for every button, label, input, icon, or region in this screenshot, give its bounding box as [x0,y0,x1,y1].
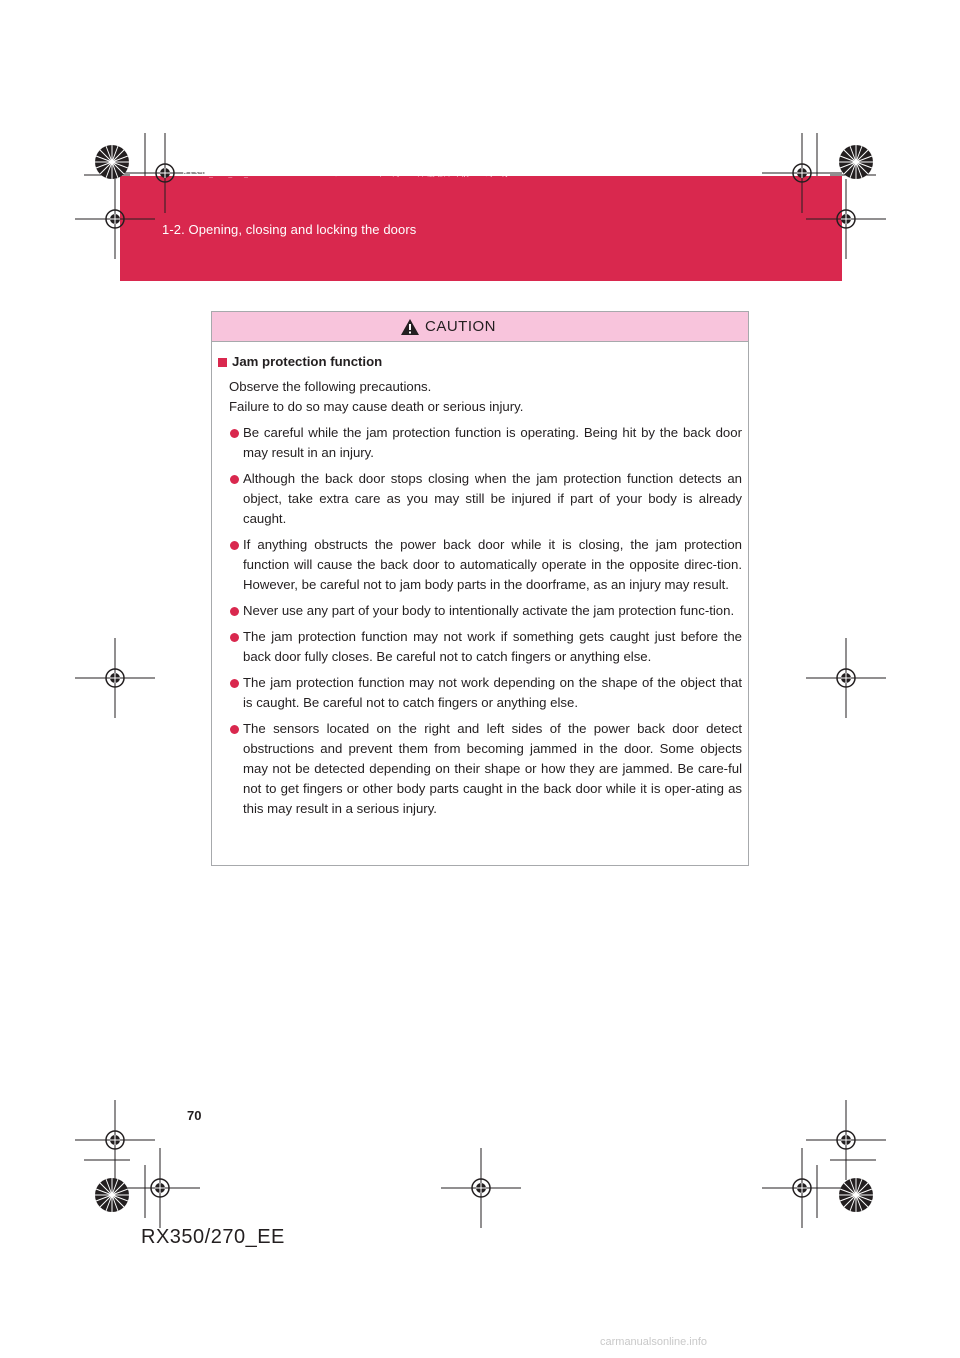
list-item [218,601,742,621]
bullet-icon [230,475,239,484]
bullet-icon [230,633,239,642]
watermark: carmanualsonline.info [600,1336,708,1348]
caution-heading: CAUTION [425,318,496,335]
subtitle-text: Jam protection function [232,354,383,369]
list-item [218,673,742,713]
list-item [218,423,742,463]
list-item-text: Never use any part of your body to intentionally activate the jam protection func-tion. [243,603,735,618]
bullet-icon [230,679,239,688]
caution-body [212,342,748,819]
model-code: RX350/270_EE [141,1226,285,1248]
caution-box [211,311,749,866]
list-item-text: Be careful while the jam protection function is operating. Being hit by the back door may result in an injury. [243,425,742,460]
list-item-text: The jam protection function may not work depending on the shape of the object that is caught. Be careful not to catch fingers or anything else. [243,675,742,710]
caution-subtitle [218,352,742,372]
list-item [218,535,742,595]
square-bullet-icon [218,358,227,367]
bullet-icon [230,429,239,438]
list-item [218,469,742,529]
list-item [218,719,742,819]
list-item-text: The sensors located on the right and left sides of the power back door detect obstructions and prevent them from becoming jammed in the door. Some objects may not be detected depending on their shape or how they are jammed. Be care-ful not to get fingers or other body parts caught in the back door while it is oper-ating as this may result in a serious injury. [243,721,742,816]
list-item-text: The jam protection function may not work if something gets caught just before the back door fully closes. Be careful not to catch fingers or anything else. [243,629,742,664]
intro-text [218,377,742,417]
bullet-icon [230,725,239,734]
warning-icon [400,318,420,336]
intro-line: Observe the following precautions. [229,379,432,394]
list-item-text: Although the back door stops closing when the jam protection function detects an object, take extra care as you may still be injured if part of your body is already caught. [243,471,742,526]
caution-header [212,312,748,342]
caution-list [218,423,742,819]
print-info: RX350_270_EE_48D77E.book 70 ページ ２０１４年１月２４日 金曜日 午前１０時４分 [182,169,510,178]
page-number: 70 [187,1108,202,1123]
bullet-icon [230,607,239,616]
section-title: 1-2. Opening, closing and locking the doors [162,222,417,237]
bullet-icon [230,541,239,550]
list-item [218,627,742,667]
intro-line: Failure to do so may cause death or serious injury. [229,399,524,414]
list-item-text: If anything obstructs the power back door while it is closing, the jam protection function will cause the back door to automatically operate in the opposite direc-tion. However, be careful not to jam body parts in the doorframe, as an injury may result. [243,537,742,592]
